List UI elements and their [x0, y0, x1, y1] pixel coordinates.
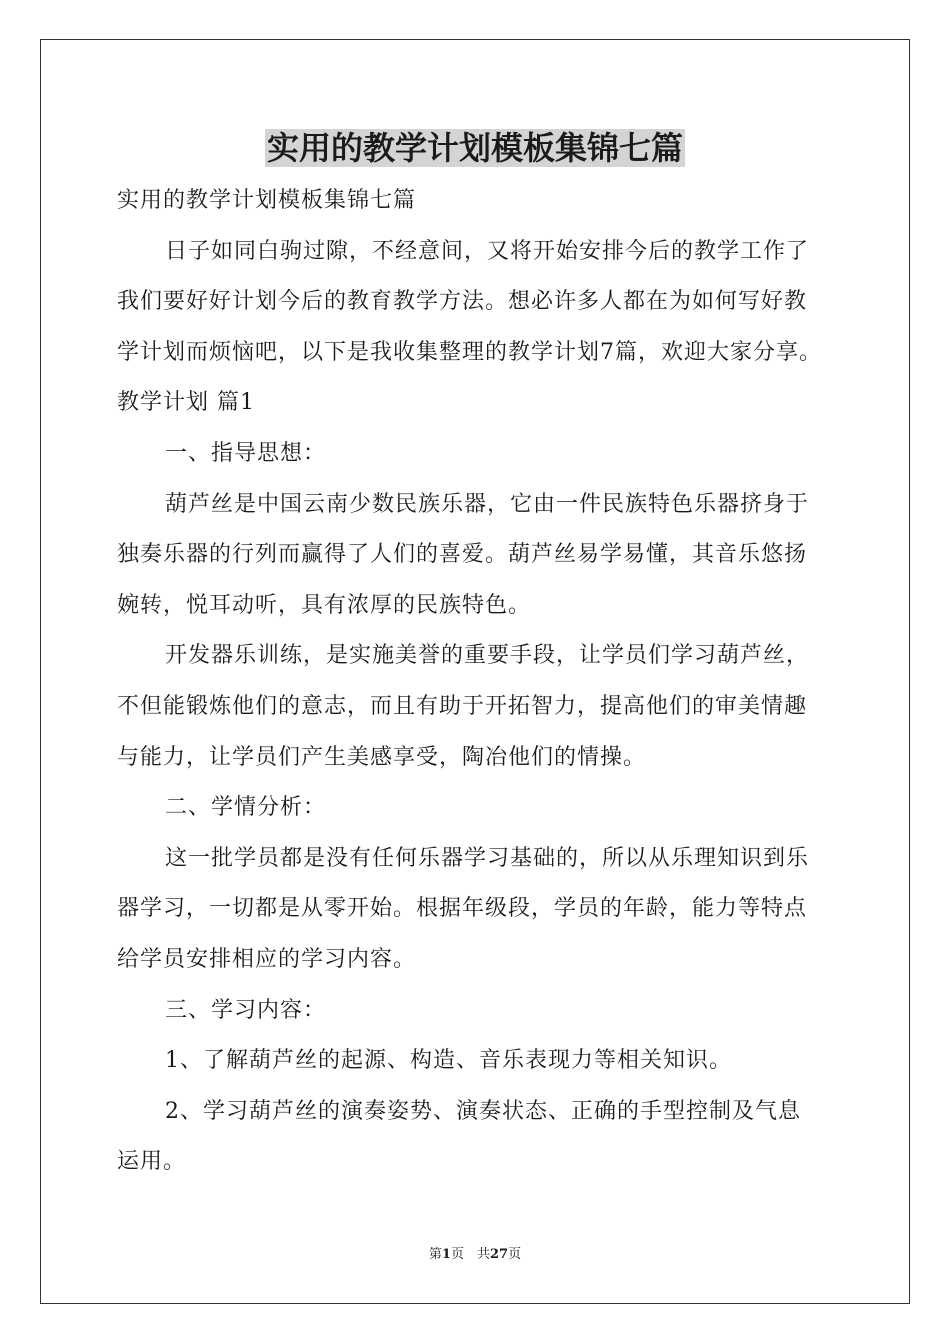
paragraph-line: 器学习，一切都是从零开始。根据年级段，学员的年龄，能力等特点: [117, 896, 808, 922]
paragraph-line: 不但能锻炼他们的意志，而且有助于开拓智力，提高他们的审美情趣: [117, 693, 808, 719]
subsection-heading: 三、学习内容：: [165, 997, 327, 1023]
list-item: 1、了解葫芦丝的起源、构造、音乐表现力等相关知识。: [165, 1048, 732, 1074]
paragraph-line: 日子如同白驹过隙，不经意间，又将开始安排今后的教学工作了: [165, 238, 810, 264]
page-mid: 页 共: [450, 1247, 490, 1262]
paragraph-line: 独奏乐器的行列而赢得了人们的喜爱。葫芦丝易学易懂，其音乐悠扬: [117, 542, 808, 568]
paragraph-line: 婉转，悦耳动听，具有浓厚的民族特色。: [117, 592, 532, 618]
section-heading: 教学计划 篇1: [117, 390, 255, 416]
document-body: [117, 176, 837, 1188]
paragraph-line: 学计划而烦恼吧，以下是我收集整理的教学计划7篇，欢迎大家分享。: [117, 339, 822, 365]
paragraph-line: 葫芦丝是中国云南少数民族乐器，它由一件民族特色乐器挤身于: [165, 491, 810, 517]
page-suffix: 页: [508, 1247, 522, 1262]
page-current: 1: [441, 1247, 451, 1262]
paragraph-line: 这一批学员都是没有任何乐器学习基础的，所以从乐理知识到乐: [165, 845, 810, 871]
list-item-continuation: 运用。: [117, 1149, 187, 1175]
list-item: 2、学习葫芦丝的演奏姿势、演奏状态、正确的手型控制及气息: [165, 1098, 801, 1124]
document-title: [0, 126, 950, 170]
paragraph-line: 开发器乐训练，是实施美誉的重要手段，让学员们学习葫芦丝，: [165, 643, 810, 669]
subtitle-line: 实用的教学计划模板集锦七篇: [117, 188, 417, 213]
page-prefix: 第: [428, 1247, 442, 1262]
paragraph-line: 与能力，让学员们产生美感享受，陶冶他们的情操。: [117, 744, 647, 770]
page-total: 27: [489, 1247, 509, 1262]
document-title-text: 实用的教学计划模板集锦七篇: [266, 129, 683, 167]
paragraph-line: 我们要好好计划今后的教育教学方法。想必许多人都在为如何写好教: [117, 289, 808, 315]
paragraph-line: 给学员安排相应的学习内容。: [117, 946, 417, 972]
subsection-heading: 一、指导思想：: [165, 440, 327, 466]
subsection-heading: 二、学情分析：: [165, 795, 327, 821]
page-footer: [0, 1246, 950, 1264]
